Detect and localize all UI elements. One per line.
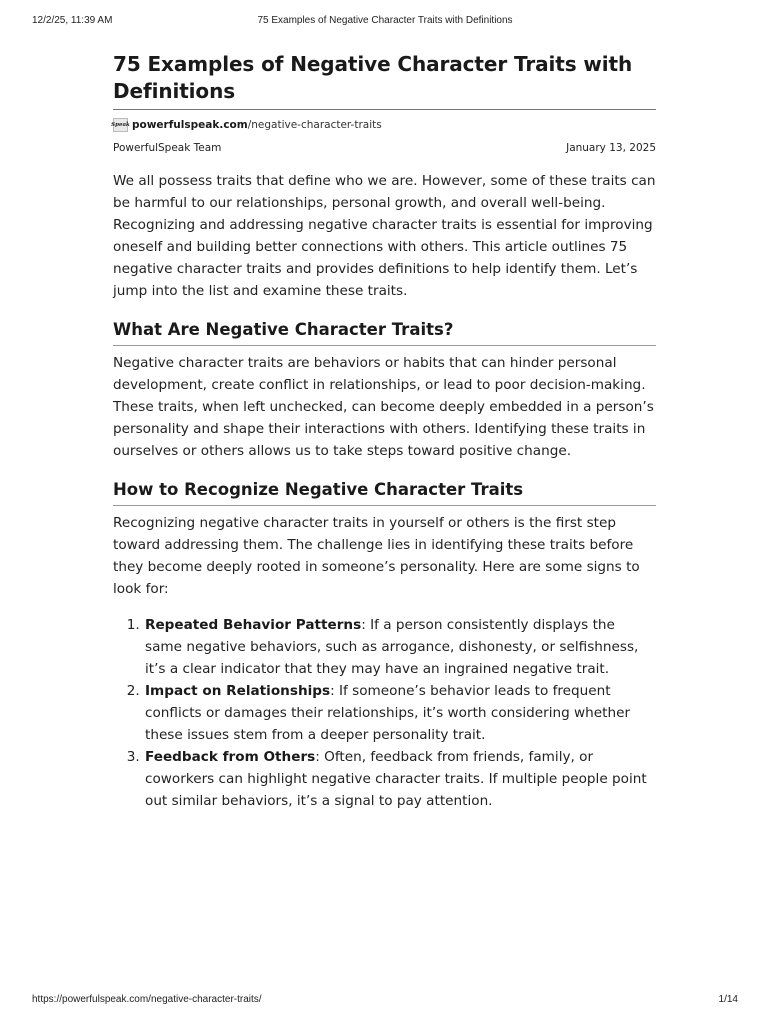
section-heading: What Are Negative Character Traits?: [113, 320, 454, 339]
print-footer: [32, 994, 738, 1010]
source-link[interactable]: [113, 117, 656, 133]
title-divider: [113, 109, 656, 110]
list-item: [144, 680, 656, 746]
section-divider: [113, 505, 656, 506]
article-meta: [113, 142, 656, 158]
section-paragraph: Negative character traits are behaviors or habits that can hinder personal development, create conflict in relationships, or lead to poor decision-making. These traits, when left unchecked, can become deeply embedded in a person’s personality and shape their interactions with others. Identifying these traits in ourselves or others allows us to take steps toward positive change.: [113, 355, 654, 459]
print-datetime: 12/2/25, 11:39 AM: [32, 15, 113, 26]
speak-logo-icon: [113, 118, 128, 132]
signs-list: [113, 614, 656, 812]
article: [113, 51, 656, 812]
print-header: [32, 15, 738, 31]
list-item: [144, 614, 656, 680]
article-author: PowerfulSpeak Team: [113, 142, 222, 154]
article-title: 75 Examples of Negative Character Traits with Definitions: [113, 52, 633, 103]
source-path[interactable]: /negative-character-traits: [247, 119, 382, 131]
section-paragraph: Recognizing negative character traits in yourself or others is the first step toward addressing them. The challenge lies in identifying these traits before they become deeply rooted in someone’s personality. Here are some signs to look for:: [113, 515, 640, 597]
intro-paragraph: We all possess traits that define who we are. However, some of these traits can be harmful to our relationships, personal growth, and overall well-being. Recognizing and addressing negative character traits is essential for improving oneself and building better connections with others. This article outlines 75 negative character traits and provides definitions to help identify them. Let’s jump into the list and examine these traits.: [113, 173, 656, 299]
favicon-text: Speak: [111, 122, 130, 128]
list-item-desc: : Often, feedback from friends, family, or coworkers can highlight negative character traits. If multiple people point out similar behaviors, it’s a signal to pay attention.: [145, 749, 647, 809]
list-item-term: Impact on Relationships: [145, 683, 331, 699]
list-item-desc: : If someone’s behavior leads to frequent conflicts or damages their relationships, it’s worth considering whether these issues stem from a deeper personality trait.: [145, 683, 631, 743]
print-url: https://powerfulspeak.com/negative-character-traits/: [32, 994, 262, 1005]
section-heading: How to Recognize Negative Character Traits: [113, 480, 524, 499]
list-item-desc: : If a person consistently displays the same negative behaviors, such as arrogance, dishonesty, or selfishness, it’s a clear indicator that they may have an ingrained negative trait.: [145, 617, 639, 677]
page-number: 1/14: [718, 994, 738, 1005]
list-item-term: Repeated Behavior Patterns: [145, 617, 362, 633]
list-item: [144, 746, 656, 812]
article-date: January 13, 2025: [566, 142, 656, 154]
section-divider: [113, 345, 656, 346]
list-item-term: Feedback from Others: [145, 749, 316, 765]
print-doc-title: 75 Examples of Negative Character Traits with Definitions: [257, 15, 513, 26]
source-domain[interactable]: powerfulspeak.com: [132, 119, 248, 131]
